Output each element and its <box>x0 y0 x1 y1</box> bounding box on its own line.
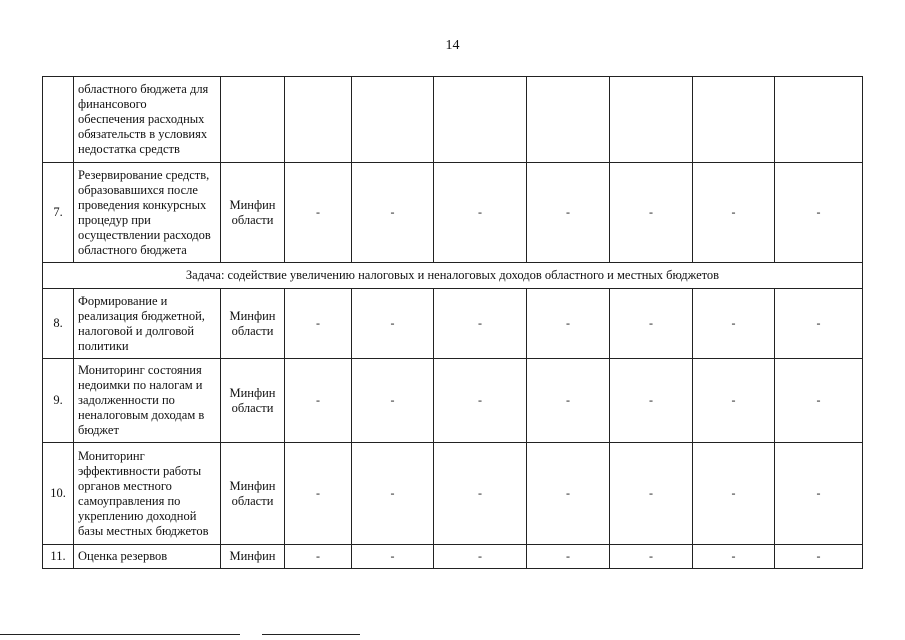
value-cell: - <box>693 289 775 359</box>
measure-name: Резервирование средств, образовавшихся после проведения конкурсных процедур при осуществлении расходов областного бюджета <box>74 163 221 263</box>
value-cell <box>610 77 693 163</box>
measures-table <box>42 76 863 569</box>
table-row <box>43 359 863 443</box>
value-cell: - <box>610 163 693 263</box>
value-cell: - <box>434 359 527 443</box>
measure-name: областного бюджета для финансового обеспечения расходных обязательств в условиях недостатка средств <box>74 77 221 163</box>
value-cell: - <box>527 359 610 443</box>
table-row <box>43 443 863 545</box>
row-number: 7. <box>43 163 74 263</box>
table-row <box>43 545 863 569</box>
row-number: 8. <box>43 289 74 359</box>
executor: Минфин <box>221 545 285 569</box>
value-cell: - <box>285 289 352 359</box>
footer-rule <box>262 634 360 635</box>
value-cell: - <box>352 359 434 443</box>
value-cell <box>434 77 527 163</box>
value-cell: - <box>352 443 434 545</box>
value-cell: - <box>775 545 863 569</box>
value-cell: - <box>527 443 610 545</box>
value-cell: - <box>285 545 352 569</box>
table-row <box>43 163 863 263</box>
task-row <box>43 263 863 289</box>
measure-name: Формирование и реализация бюджетной, налоговой и долговой политики <box>74 289 221 359</box>
table-row <box>43 289 863 359</box>
row-number: 11. <box>43 545 74 569</box>
executor: Минфин области <box>221 359 285 443</box>
executor: Минфин области <box>221 443 285 545</box>
value-cell: - <box>610 289 693 359</box>
measure-name: Мониторинг эффективности работы органов местного самоуправления по укреплению доходной базы местных бюджетов <box>74 443 221 545</box>
value-cell: - <box>693 545 775 569</box>
measure-name: Оценка резервов <box>74 545 221 569</box>
value-cell: - <box>434 289 527 359</box>
executor: Минфин области <box>221 163 285 263</box>
value-cell: - <box>775 289 863 359</box>
value-cell: - <box>610 545 693 569</box>
value-cell: - <box>610 359 693 443</box>
value-cell: - <box>693 163 775 263</box>
executor <box>221 77 285 163</box>
value-cell: - <box>693 443 775 545</box>
value-cell: - <box>352 545 434 569</box>
row-number <box>43 77 74 163</box>
value-cell: - <box>434 545 527 569</box>
value-cell: - <box>775 443 863 545</box>
measure-name: Мониторинг состояния недоимки по налогам и задолженности по неналоговым доходам в бюджет <box>74 359 221 443</box>
value-cell: - <box>352 163 434 263</box>
value-cell: - <box>527 545 610 569</box>
executor: Минфин области <box>221 289 285 359</box>
value-cell: - <box>285 163 352 263</box>
value-cell: - <box>775 163 863 263</box>
value-cell: - <box>693 359 775 443</box>
row-number: 9. <box>43 359 74 443</box>
value-cell: - <box>434 163 527 263</box>
footer-rule <box>0 634 240 635</box>
value-cell: - <box>610 443 693 545</box>
value-cell <box>693 77 775 163</box>
table-row <box>43 77 863 163</box>
value-cell: - <box>527 163 610 263</box>
value-cell: - <box>775 359 863 443</box>
value-cell <box>527 77 610 163</box>
value-cell <box>352 77 434 163</box>
row-number: 10. <box>43 443 74 545</box>
value-cell: - <box>527 289 610 359</box>
value-cell <box>285 77 352 163</box>
value-cell <box>775 77 863 163</box>
value-cell: - <box>285 359 352 443</box>
value-cell: - <box>285 443 352 545</box>
page-number: 14 <box>445 38 460 53</box>
task-heading: Задача: содействие увеличению налоговых и неналоговых доходов областного и местных бюджетов <box>43 263 863 289</box>
value-cell: - <box>434 443 527 545</box>
value-cell: - <box>352 289 434 359</box>
